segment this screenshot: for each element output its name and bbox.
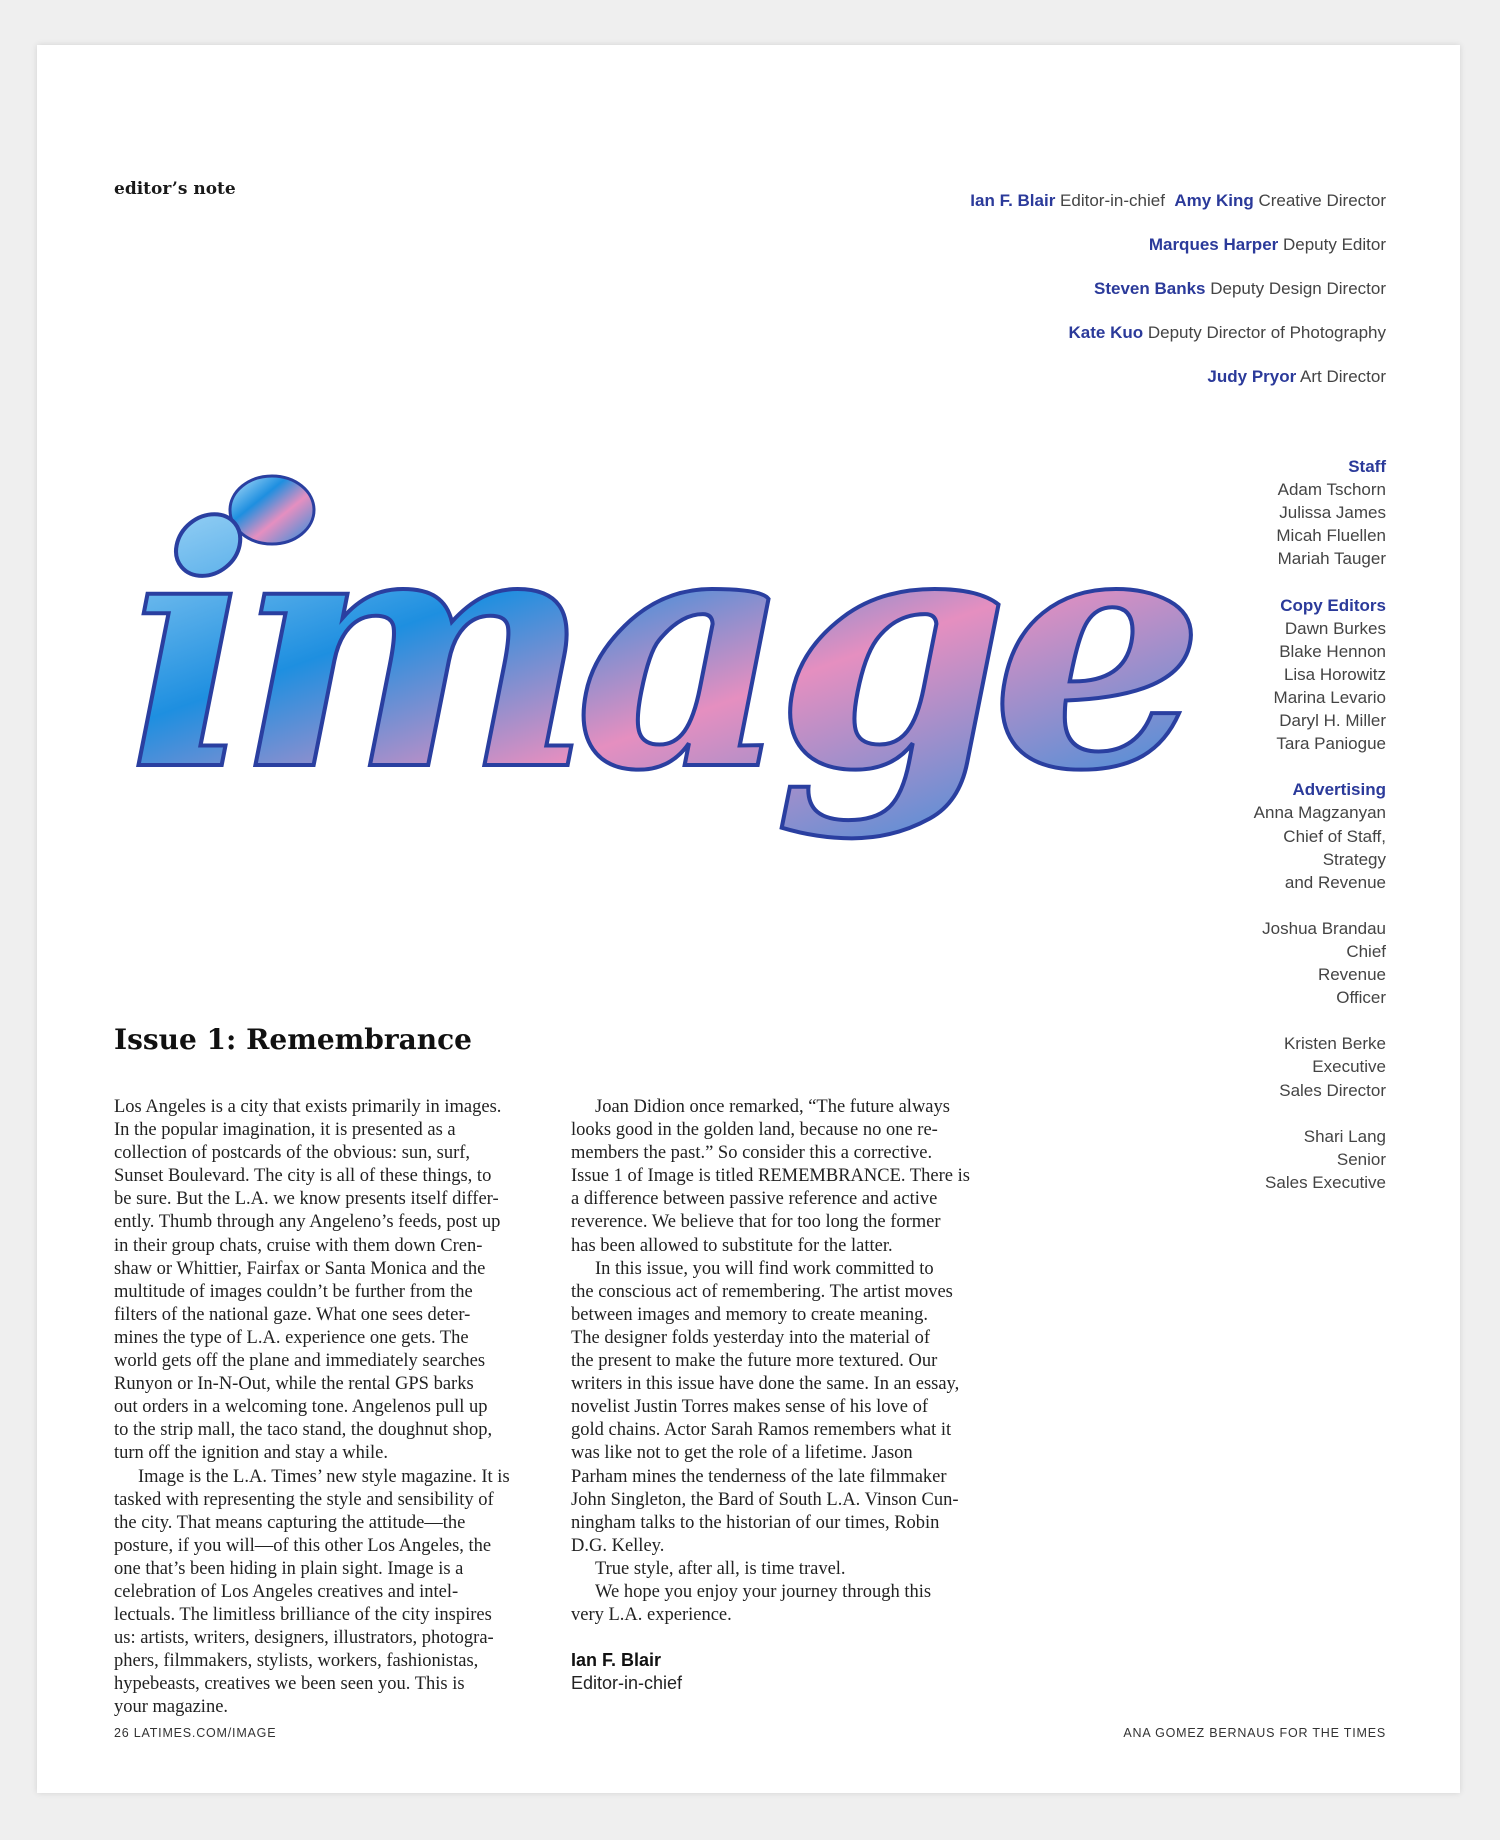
roster-line: Revenue: [1317, 965, 1386, 985]
signature: [571, 1649, 682, 1695]
body-text-line: We hope you enjoy your journey through this: [595, 1581, 932, 1602]
masthead-name: Ian F. Blair: [970, 191, 1056, 210]
body-text-line: world gets off the plane and immediately searches: [114, 1351, 486, 1372]
magazine-page: [37, 45, 1460, 1793]
masthead-row: [970, 365, 1386, 409]
body-text-line: Parham mines the tenderness of the late filmmaker: [571, 1466, 947, 1487]
body-text-line: a difference between passive reference and active: [571, 1189, 938, 1210]
masthead-role: Editor-in-chief: [1060, 191, 1165, 210]
body-text-line: members the past.” So consider this a corrective.: [571, 1143, 933, 1164]
masthead-role: Deputy Editor: [1283, 235, 1386, 254]
masthead-role: Creative Director: [1258, 191, 1386, 210]
body-text-line: Issue 1 of Image is titled REMEMBRANCE. There is: [571, 1166, 970, 1187]
masthead-name: Marques Harper: [1148, 235, 1279, 254]
roster-line: Chief of Staff,: [1283, 826, 1386, 846]
signature-role: Editor-in-chief: [571, 1673, 683, 1693]
signature-name: Ian F. Blair: [571, 1650, 662, 1670]
body-text-line: shaw or Whittier, Fairfax or Santa Monica and the: [114, 1258, 486, 1279]
roster-line: [1254, 1102, 1386, 1125]
roster-line: Micah Fluellen: [1276, 526, 1386, 546]
body-text-line: In this issue, you will find work committed to: [595, 1258, 934, 1279]
roster-line: Chief: [1346, 941, 1386, 961]
roster-line: Sales Director: [1279, 1080, 1386, 1100]
masthead-name: Amy King: [1174, 191, 1254, 210]
body-text-line: multitude of images couldn’t be further from the: [114, 1281, 473, 1302]
body-text-line: ningham talks to the historian of our times, Robin: [571, 1512, 940, 1533]
body-text-line: has been allowed to substitute for the latter.: [571, 1235, 893, 1256]
masthead-row: [970, 233, 1386, 277]
roster-line: Tara Paniogue: [1276, 734, 1386, 754]
roster-line: Julissa James: [1279, 503, 1386, 523]
body-text-line: ently. Thumb through any Angeleno’s feeds, post up: [114, 1212, 501, 1233]
body-text-line: the present to make the future more textured. Our: [571, 1351, 938, 1372]
body-text-line: one that’s been hiding in plain sight. Image is a: [114, 1558, 464, 1579]
roster-line: Daryl H. Miller: [1279, 711, 1386, 731]
roster-line: Executive: [1312, 1057, 1386, 1077]
roster-heading: Copy Editors: [1280, 595, 1386, 615]
body-column-1: [114, 1096, 510, 1720]
body-text-line: The designer folds yesterday into the material of: [571, 1327, 931, 1348]
roster-group: [1254, 455, 1386, 570]
body-text-line: In the popular imagination, it is presented as a: [114, 1120, 456, 1141]
body-text-line: Runyon or In-N-Out, while the rental GPS barks: [114, 1374, 474, 1395]
body-text-line: novelist Justin Torres makes sense of his love of: [571, 1397, 929, 1418]
footer-page-folio: 26 LATIMES.COM/IMAGE: [114, 1726, 277, 1740]
roster-heading: Staff: [1348, 457, 1386, 476]
roster-line: Lisa Horowitz: [1283, 664, 1386, 684]
body-text-line: be sure. But the L.A. we know presents itself differ-: [114, 1189, 499, 1210]
masthead-row: [970, 189, 1386, 233]
body-text-line: posture, if you will—of this other Los Angeles, the: [114, 1535, 492, 1556]
body-text-line: hypebeasts, creatives we been seen you. This is: [114, 1674, 465, 1695]
body-text-line: turn off the ignition and stay a while.: [114, 1443, 389, 1464]
issue-title: Issue 1: Remembrance: [114, 1023, 472, 1056]
masthead-name: Kate Kuo: [1068, 323, 1144, 342]
roster-line: and Revenue: [1284, 872, 1386, 892]
roster-line: Dawn Burkes: [1284, 618, 1386, 638]
body-text-line: John Singleton, the Bard of South L.A. Vinson Cun-: [571, 1489, 959, 1510]
body-text-line: Joan Didion once remarked, “The future always: [595, 1097, 950, 1117]
body-text-line: in their group chats, cruise with them down Cren-: [114, 1235, 483, 1256]
roster-line: [1254, 1009, 1386, 1032]
body-text-line: was like not to get the role of a lifetime. Jason: [571, 1443, 913, 1464]
masthead-role: Deputy Director of Photography: [1147, 323, 1386, 342]
image-logo-illustration: [97, 455, 1207, 955]
body-text-line: the city. That means capturing the attitude—the: [114, 1512, 466, 1533]
roster-line: Kristen Berke: [1283, 1034, 1386, 1054]
body-text-line: Los Angeles is a city that exists primarily in images.: [114, 1097, 502, 1117]
body-text-line: mines the type of L.A. experience one gets. The: [114, 1327, 469, 1348]
body-text-line: gold chains. Actor Sarah Ramos remembers what it: [571, 1420, 952, 1441]
logo-wordmark: image: [127, 455, 1192, 843]
roster-line: Adam Tschorn: [1277, 480, 1386, 500]
roster-line: Joshua Brandau: [1262, 918, 1386, 938]
roster-line: [1254, 894, 1386, 917]
masthead-name: Steven Banks: [1094, 279, 1206, 298]
body-text-line: Sunset Boulevard. The city is all of these things, to: [114, 1166, 492, 1187]
body-text-line: between images and memory to create meaning.: [571, 1304, 929, 1325]
masthead-role: Deputy Design Director: [1210, 279, 1386, 298]
roster-line: Officer: [1336, 988, 1386, 1008]
body-text-line: writers in this issue have done the same. In an essay,: [571, 1374, 960, 1395]
roster-line: Sales Executive: [1265, 1172, 1386, 1192]
body-text-line: out orders in a welcoming tone. Angelenos pull up: [114, 1397, 488, 1418]
roster-heading: Advertising: [1292, 780, 1386, 800]
body-text-line: celebration of Los Angeles creatives and intel-: [114, 1581, 459, 1602]
body-text-line: filters of the national gaze. What one sees deter-: [114, 1304, 471, 1325]
body-text-line: the conscious act of remembering. The artist moves: [571, 1281, 953, 1302]
staff-roster: [1254, 455, 1386, 1217]
body-text-line: very L.A. experience.: [571, 1605, 732, 1626]
body-text-line: True style, after all, is time travel.: [595, 1558, 846, 1579]
roster-group: [1254, 594, 1386, 756]
body-text-line: D.G. Kelley.: [571, 1535, 665, 1556]
section-kicker: editor’s note: [114, 179, 236, 199]
masthead: [970, 189, 1386, 409]
masthead-row: [970, 321, 1386, 365]
body-text-line: to the strip mall, the taco stand, the doughnut shop,: [114, 1420, 493, 1441]
body-text-line: looks good in the golden land, because no one re-: [571, 1120, 938, 1141]
masthead-row: [970, 277, 1386, 321]
body-text-line: tasked with representing the style and sensibility of: [114, 1489, 494, 1510]
roster-line: Blake Hennon: [1279, 641, 1386, 661]
body-text-line: reverence. We believe that for too long the former: [571, 1212, 941, 1233]
body-text-line: collection of postcards of the obvious: sun, surf,: [114, 1143, 471, 1164]
roster-line: Shari Lang: [1303, 1126, 1386, 1146]
masthead-role: Art Director: [1300, 367, 1386, 386]
footer-illustration-credit: ANA GOMEZ BERNAUS FOR THE TIMES: [1123, 1726, 1386, 1740]
body-column-2: [571, 1096, 970, 1627]
roster-line: Mariah Tauger: [1277, 549, 1386, 569]
roster-line: Strategy: [1322, 849, 1386, 869]
masthead-name: Judy Pryor: [1207, 367, 1297, 386]
roster-line: Anna Magzanyan: [1253, 803, 1386, 823]
body-text-line: Image is the L.A. Times’ new style magazine. It is: [138, 1466, 510, 1487]
body-text-line: phers, filmmakers, stylists, workers, fashionistas,: [114, 1651, 479, 1672]
roster-line: Marina Levario: [1273, 687, 1386, 707]
body-text-line: your magazine.: [114, 1697, 229, 1718]
body-text-line: lectuals. The limitless brilliance of the city inspires: [114, 1605, 492, 1626]
roster-line: Senior: [1336, 1149, 1386, 1169]
roster-group: [1254, 778, 1386, 1194]
body-text-line: us: artists, writers, designers, illustrators, photogra-: [114, 1628, 494, 1649]
